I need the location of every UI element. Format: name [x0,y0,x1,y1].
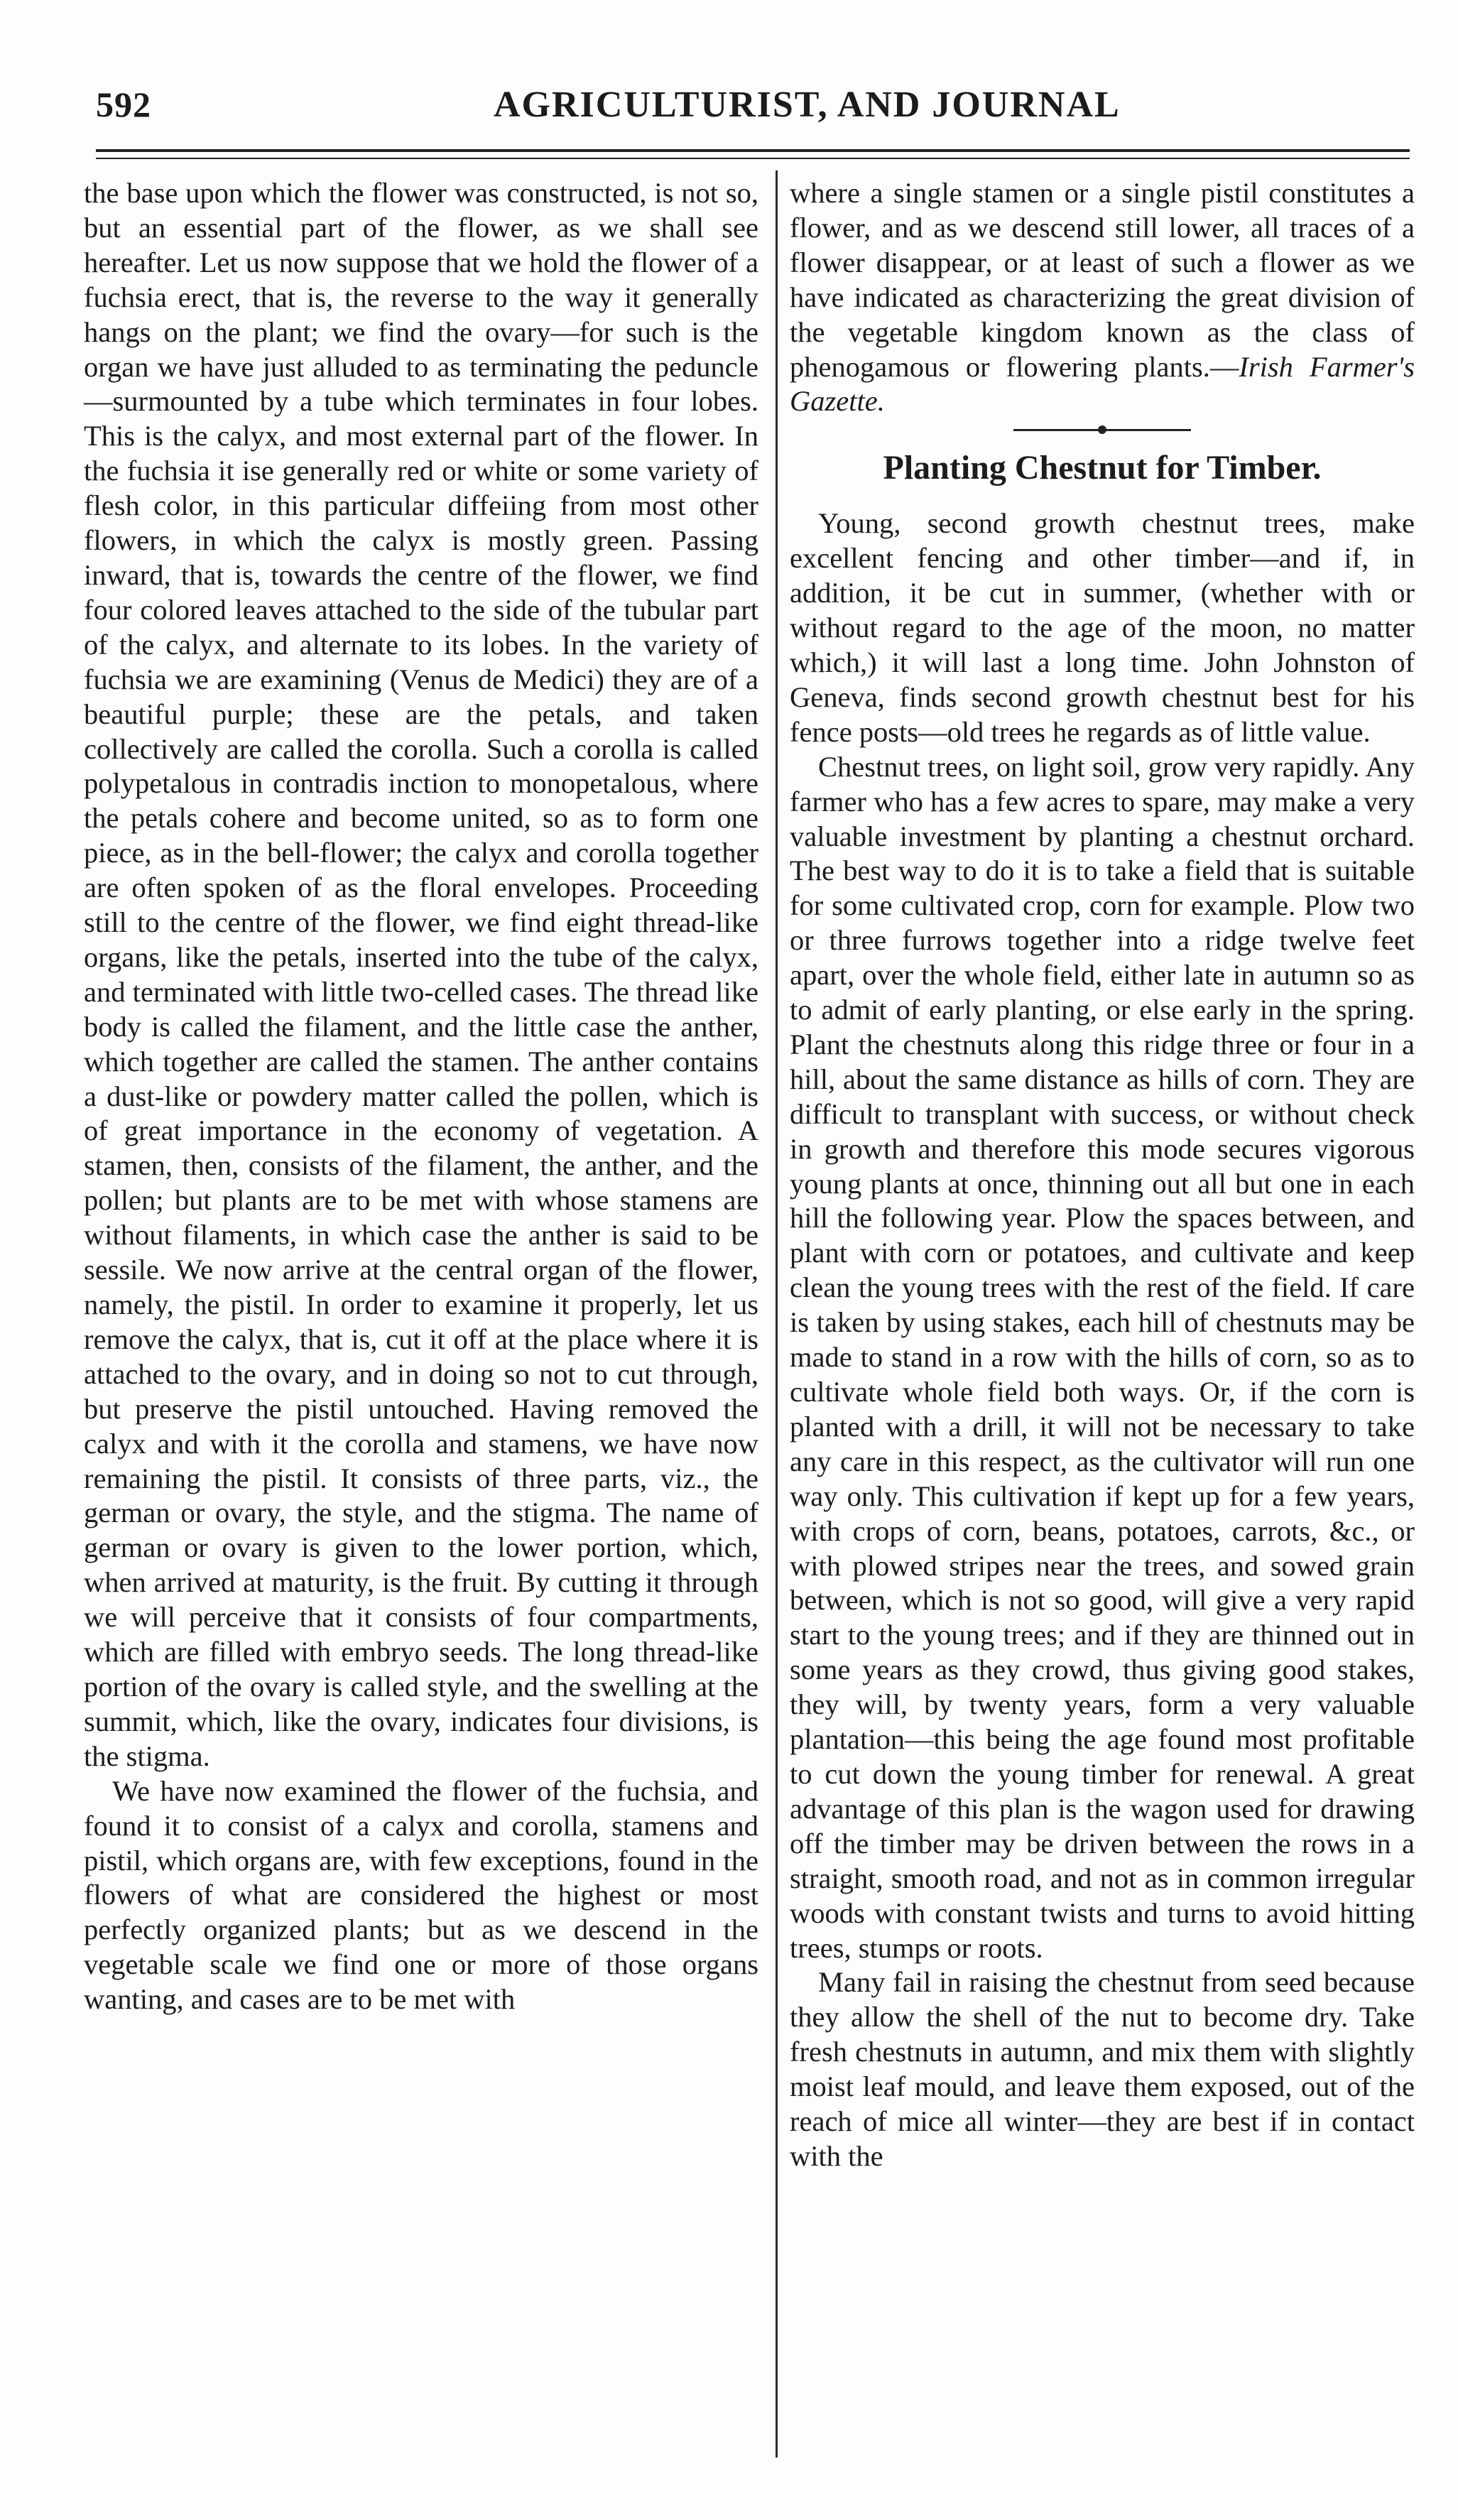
continuation-text: where a single stamen or a single pistil constitutes a flower, and as we descend still lower, all traces of a flower disappear, or at least of such a flower as we have indicated as characterizing the great division of the vegetable kingdom known as the class of phenogamous or flowering plants.— [790,177,1415,383]
article-title: Planting Chestnut for Timber. [883,449,1322,487]
source-citation: Irish Farmer's Gazette. [790,350,1415,418]
paragraph: Young, second growth chestnut trees, make excellent fencing and other timber—and if, in addition, it be cut in summer, (whether with or without regard to the age of the moon, no matter which,) it will last a long time. John Johnston of Geneva, finds second growth chestnut best for his fence posts—old trees he regards as of little value. [790,507,1415,748]
page-number: 592 [96,85,151,124]
continued-paragraph [790,176,1415,419]
paragraph: We have now examined the flower of the fuchsia, and found it to consist of a calyx and corolla, stamens and pistil, which organs are, with few exceptions, found in the flowers of what are considered the highest or most perfectly organized plants; but as we descend in the vegetable scale we find one or more of those organs wanting, and cases are to be met with [84,1774,758,2016]
page-header [96,84,1410,141]
column-divider [776,170,778,2457]
left-column [84,176,758,2017]
paragraph: Many fail in raising the chestnut from seed because they allow the shell of the nut to become dry. Take fresh chestnuts in autumn, and mix them with slightly moist leaf mould, and leave them exposed, out of the reach of mice all winter—they are best if in contact with the [790,1966,1415,2172]
running-head: AGRICULTURIST, AND JOURNAL [494,85,1121,125]
header-rule [96,149,1410,159]
paragraph: the base upon which the flower was constructed, is not so, but an essential part of the flower, as we shall see hereafter. Let us now suppose that we hold the flower of a fuchsia erect, that is, the reverse to the way it generally hangs on the plant; we find the ovary—for such is the organ we have just alluded to as terminating the peduncle—surmounted by a tube which terminates in four lobes. This is the calyx, and most external part of the flower. In the fuchsia it ise generally red or white or some variety of flesh color, in this particular diffeiing from most other flowers, in which the calyx is mostly green. Passing inward, that is, towards the centre of the flower, we find four colored leaves attached to the side of the tubular part of the calyx, and alternate to its lobes. In the variety of fuchsia we are examining (Venus de Medici) they are of a beautiful purple; these are the petals, and taken collectively are called the corolla. Such a corolla is called polypetalous in contradis inction to monopetalous, where the petals cohere and become united, so as to form one piece, as in the bell-flower; the calyx and corolla together are often spoken of as the floral envelopes. Proceeding still to the centre of the flower, we find eight thread-like organs, like the petals, inserted into the tube of the calyx, and terminated with little two-celled cases. The thread like body is called the filament, and the little case the anther, which together are called the stamen. The anther contains a dust-like or powdery matter called the pollen, which is of great importance in the economy of vegetation. A stamen, then, consists of the filament, the anther, and the pollen; but plants are to be met with whose stamens are without filaments, in which case the anther is said to be sessile. We now arrive at the central organ of the flower, namely, the pistil. In order to examine it properly, let us remove the calyx, that is, cut it off at the place where it is attached to the ovary, and in doing so not to cut through, but preserve the pistil untouched. Having removed the calyx and with it the corolla and stamens, we have now remaining the pistil. It consists of three parts, viz., the german or ovary, the style, and the stigma. The name of german or ovary is given to the lower portion, which, when arrived at maturity, is the fruit. By cutting it through we will perceive that it consists of four compartments, which are filled with embryo seeds. The long thread-like portion of the ovary is called style, and the swelling at the summit, which, like the ovary, indicates four divisions, is the stigma. [84,177,758,1772]
paragraph: Chestnut trees, on light soil, grow very rapidly. Any farmer who has a few acres to spare, may make a very valuable investment by planting a chestnut orchard. The best way to do it is to take a field that is suitable for some cultivated crop, corn for example. Plow two or three furrows together into a ridge twelve feet apart, over the whole field, either late in autumn so as to admit of early planting, or else early in the spring. Plant the chestnuts along this ridge three or four in a hill, about the same distance as hills of corn. They are difficult to transplant with success, or without check in growth and therefore this mode secures vigorous young plants at once, thinning out all but one in each hill the following year. Plow the spaces between, and plant with corn or potatoes, and cultivate and keep clean the young trees with the rest of the field. If care is taken by using stakes, each hill of chestnuts may be made to stand in a row with the hills of corn, so as to cultivate whole field both ways. Or, if the corn is planted with a drill, it will not be necessary to take any care in this respect, as the cultivator will run one way only. This cultivation if kept up for a few years, with crops of corn, beans, potatoes, carrots, &c., or with plowed stripes near the trees, and sowed grain between, which is not so good, will give a very rapid start to the young trees; and if they are thinned out in some years as they crowd, thus giving good stakes, they will, by twenty years, form a very valuable plantation—this being the age found most profitable to cut down the young timber for renewal. A great advantage of this plan is the wagon used for drawing off the timber may be driven between the rows in a straight, smooth road, and not as in common irregular woods with constant twists and turns to avoid hitting trees, stumps or roots. [790,750,1415,1964]
right-column [790,176,1415,2174]
section-divider [1013,429,1191,431]
